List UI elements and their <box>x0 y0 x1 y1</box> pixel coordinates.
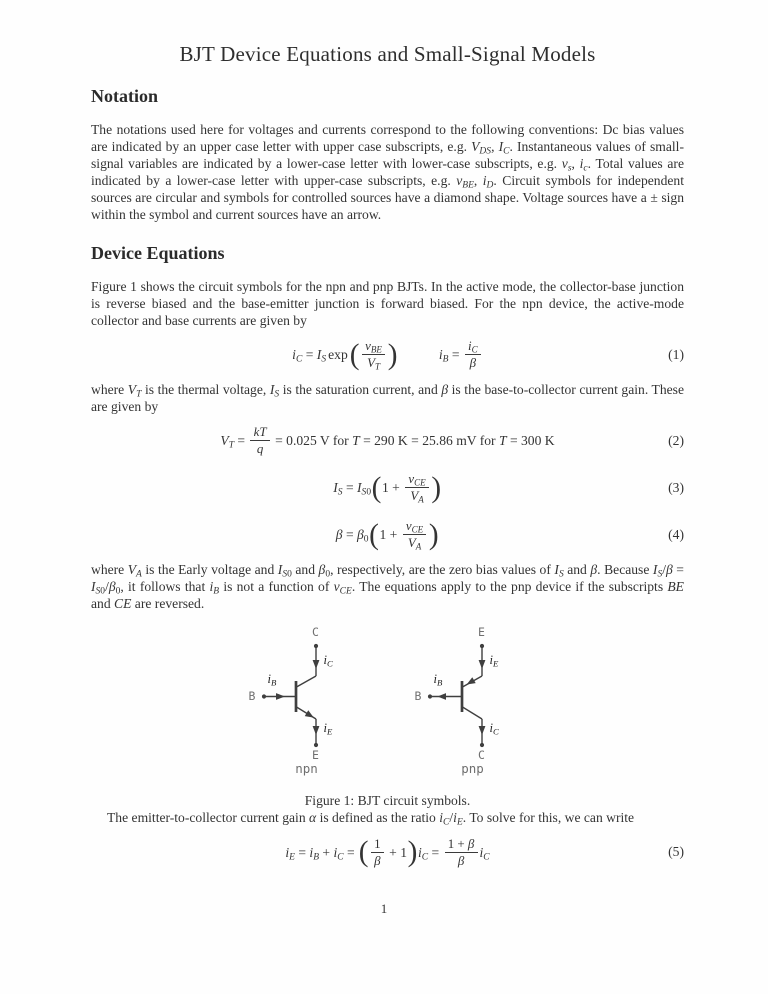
equation-3-body: $I_S = I_{S0}(1$ + $\frac{v_{CE}}{V_A}$ ) <box>333 471 442 505</box>
npn-device-name-label: npn <box>295 761 318 777</box>
pnp-collector-current-label: $i_C$ <box>489 721 499 737</box>
equation-1 <box>91 334 684 376</box>
pnp-base-arrow-icon <box>437 693 446 700</box>
npn-base-current-label: $i_B$ <box>267 672 277 688</box>
page-number: 1 <box>380 901 388 916</box>
npn-collector-lead <box>296 644 319 687</box>
document-title: BJT Device Equations and Small-Signal Models <box>179 42 596 66</box>
equation-4-body: $\beta = \beta_0(1$ + $\frac{v_{CE}}{V_A}$ ) <box>335 518 439 552</box>
npn-symbol-svg <box>250 624 360 777</box>
equation-3 <box>91 467 684 509</box>
pnp-collector-lead <box>462 707 485 747</box>
npn-transistor-symbol <box>248 624 360 777</box>
npn-emitter-lead <box>296 707 319 747</box>
equation-5 <box>91 831 684 873</box>
npn-collector-current-label: $i_C$ <box>323 653 333 669</box>
npn-emitter-current-label: $i_E$ <box>323 721 333 737</box>
pnp-base-lead <box>427 693 461 700</box>
pnp-collector-current-arrow-icon <box>478 726 485 735</box>
pnp-emitter-arrow-icon <box>464 678 475 688</box>
figure-1-caption: Figure 1: BJT circuit symbols. <box>304 793 471 809</box>
npn-emitter-terminal-label: E <box>312 748 319 763</box>
equation-5-number: (5) <box>668 844 684 860</box>
pnp-emitter-current-label: $i_E$ <box>489 653 499 669</box>
section-heading-notation: Notation <box>91 86 158 106</box>
equation-3-number: (3) <box>668 480 684 496</box>
pnp-base-terminal-label: B <box>414 689 422 704</box>
pnp-device-name-label: pnp <box>461 761 484 777</box>
page-content <box>91 0 684 878</box>
pnp-collector-terminal-label: C <box>478 748 485 763</box>
npn-base-lead <box>261 693 295 700</box>
equation-2-number: (2) <box>668 433 684 449</box>
notation-paragraph: The notations used here for voltages and currents correspond to the following conventions: Dc bias values are indicated by an upper case letter with upper case subscripts, e.g. $V_{DS}$, $I_C$. Instantaneous values of small-signal variables are indicated by a lower-case letter with lower-case subscripts, e.g. $v_s$, $i_c$. Total values are indicated by a lower-case letter with upper-case subscripts, e.g. $v_{BE}$, $i_D$. Circuit symbols for independent sources are circular and symbols for controlled sources have a diamond shape. Voltage sources have a ± sign within the symbol and current sources have an arrow. <box>91 122 684 223</box>
pnp-base-current-label: $i_B$ <box>433 672 443 688</box>
thermal-voltage-paragraph: where $V_T$ is the thermal voltage, $I_S$ is the saturation current, and β is the base-to-collector current gain. These are given by <box>91 381 684 414</box>
equation-5-body: $i_E = i_B + i_C$ = ( $\frac{1}{\beta}$ + $1)i_C$ = $\frac{1 + \beta}{\beta}$ $i_C$ <box>285 835 490 869</box>
npn-collector-terminal-label: C <box>312 625 319 640</box>
npn-emitter-current-arrow-icon <box>312 726 319 735</box>
pnp-symbol-svg <box>416 624 526 777</box>
pnp-emitter-terminal-label: E <box>478 625 485 640</box>
equation-1-number: (1) <box>668 346 684 362</box>
pnp-emitter-current-arrow-icon <box>478 660 485 669</box>
alpha-paragraph: The emitter-to-collector current gain α is defined as the ratio $i_C/i_E$. To solve for this, we can write <box>107 810 635 828</box>
section-heading-device-equations: Device Equations <box>91 242 225 263</box>
equation-2-body: $V_T$ = $\frac{kT}{q}$ = 0.025 V for T = 290 K = 25.86 mV for T = 300 K <box>220 424 555 457</box>
pnp-transistor-symbol <box>414 624 526 777</box>
equation-1-body: $i_C = I_S$ exp( $\frac{v_{BE}}{V_T}$ ) $i_B$ = $\frac{i_C}{\beta}$ <box>292 339 483 370</box>
npn-base-terminal-label: B <box>248 689 256 704</box>
pnp-emitter-lead <box>462 644 485 687</box>
equation-4 <box>91 514 684 556</box>
npn-base-arrow-icon <box>276 693 285 700</box>
equation-4-number: (4) <box>668 527 684 543</box>
equation-2 <box>91 420 684 462</box>
device-intro-paragraph: Figure 1 shows the circuit symbols for the npn and pnp BJTs. In the active mode, the collector-base junction is reverse biased and the base-emitter junction is forward biased. For the npn device, the active-mode collector and base currents are given by <box>91 278 684 328</box>
figure-1 <box>91 624 684 777</box>
npn-collector-arrow-icon <box>312 660 319 669</box>
early-voltage-paragraph: where $V_A$ is the Early voltage and $I_{S0}$ and $\beta_0$, respectively, are the zero bias values of $I_S$ and β. Because $I_S/\beta = I_{S0}/\beta_0$, it follows that $i_B$ is not a function of $v_{CE}$. The equations apply to the pnp device if the subscripts BE and CE are reversed. <box>91 562 684 612</box>
npn-emitter-arrow-icon <box>304 711 315 721</box>
